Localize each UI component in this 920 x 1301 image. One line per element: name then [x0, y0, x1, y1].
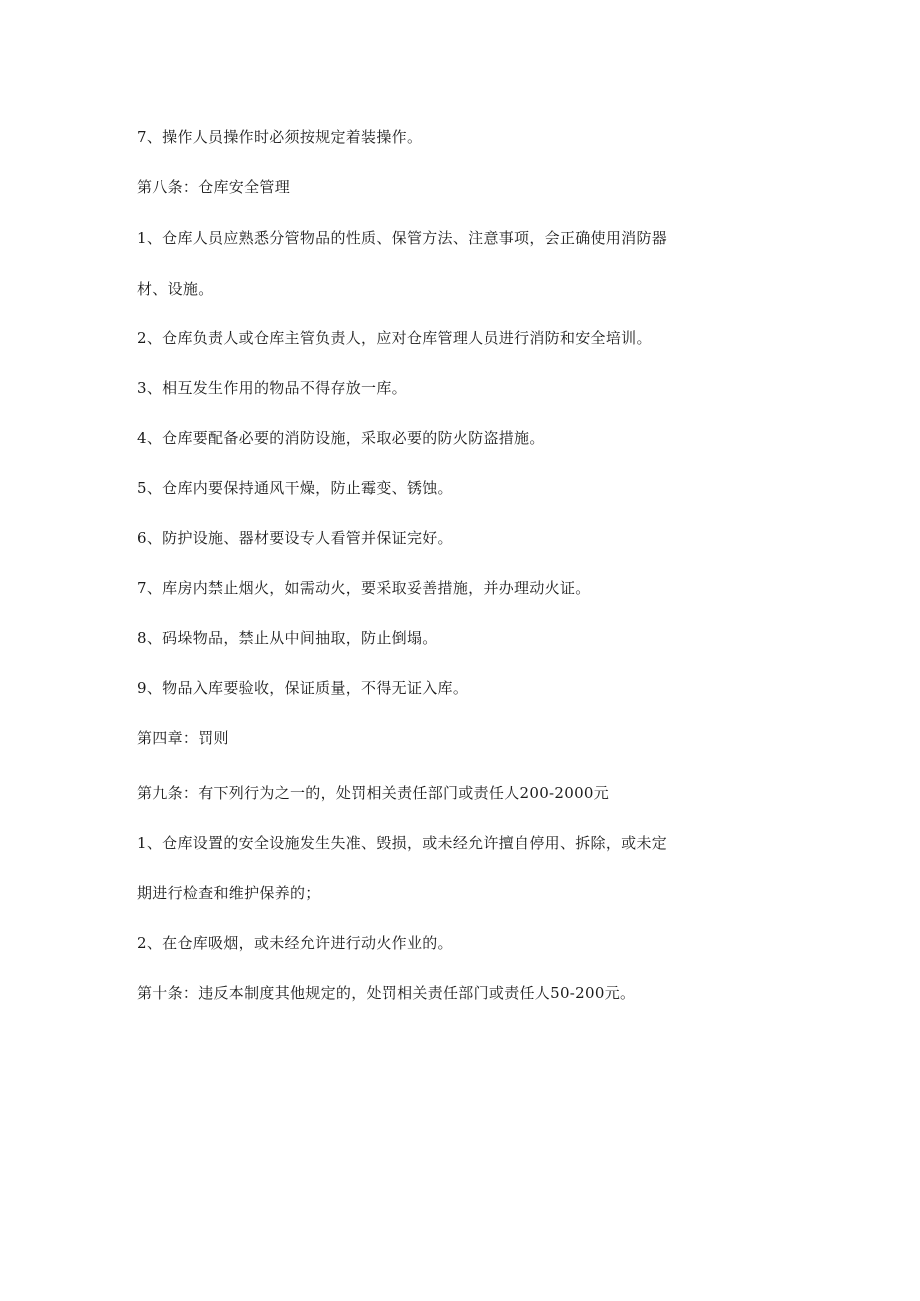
section-heading: 第八条：仓库安全管理: [137, 178, 291, 196]
list-item-continuation: 期进行检查和维护保养的；: [137, 884, 321, 902]
article-heading: 第九条：有下列行为之一的，处罚相关责任部门或责任人200-2000元: [137, 784, 610, 802]
list-item: 1、仓库人员应熟悉分管物品的性质、保管方法、注意事项，会正确使用消防器: [137, 229, 668, 247]
list-item: 4、仓库要配备必要的消防设施，采取必要的防火防盗措施。: [137, 429, 545, 447]
list-item: 2、仓库负责人或仓库主管负责人，应对仓库管理人员进行消防和安全培训。: [137, 329, 652, 347]
list-item-continuation: 材、设施。: [137, 280, 214, 298]
list-item: 1、仓库设置的安全设施发生失准、毁损，或未经允许擅自停用、拆除，或未定: [137, 834, 668, 852]
list-item: 8、码垛物品，禁止从中间抽取，防止倒塌。: [137, 629, 438, 647]
list-item: 9、物品入库要验收，保证质量，不得无证入库。: [137, 679, 469, 697]
list-item: 2、在仓库吸烟，或未经允许进行动火作业的。: [137, 934, 453, 952]
list-item: 6、防护设施、器材要设专人看管并保证完好。: [137, 529, 453, 547]
article-heading: 第十条：违反本制度其他规定的，处罚相关责任部门或责任人50-200元。: [137, 984, 636, 1002]
list-item: 3、相互发生作用的物品不得存放一库。: [137, 379, 407, 397]
list-item: 5、仓库内要保持通风干燥，防止霉变、锈蚀。: [137, 479, 453, 497]
chapter-heading: 第四章：罚则: [137, 729, 229, 747]
list-item: 7、操作人员操作时必须按规定着装操作。: [137, 128, 423, 146]
list-item: 7、库房内禁止烟火，如需动火，要采取妥善措施，并办理动火证。: [137, 579, 591, 597]
